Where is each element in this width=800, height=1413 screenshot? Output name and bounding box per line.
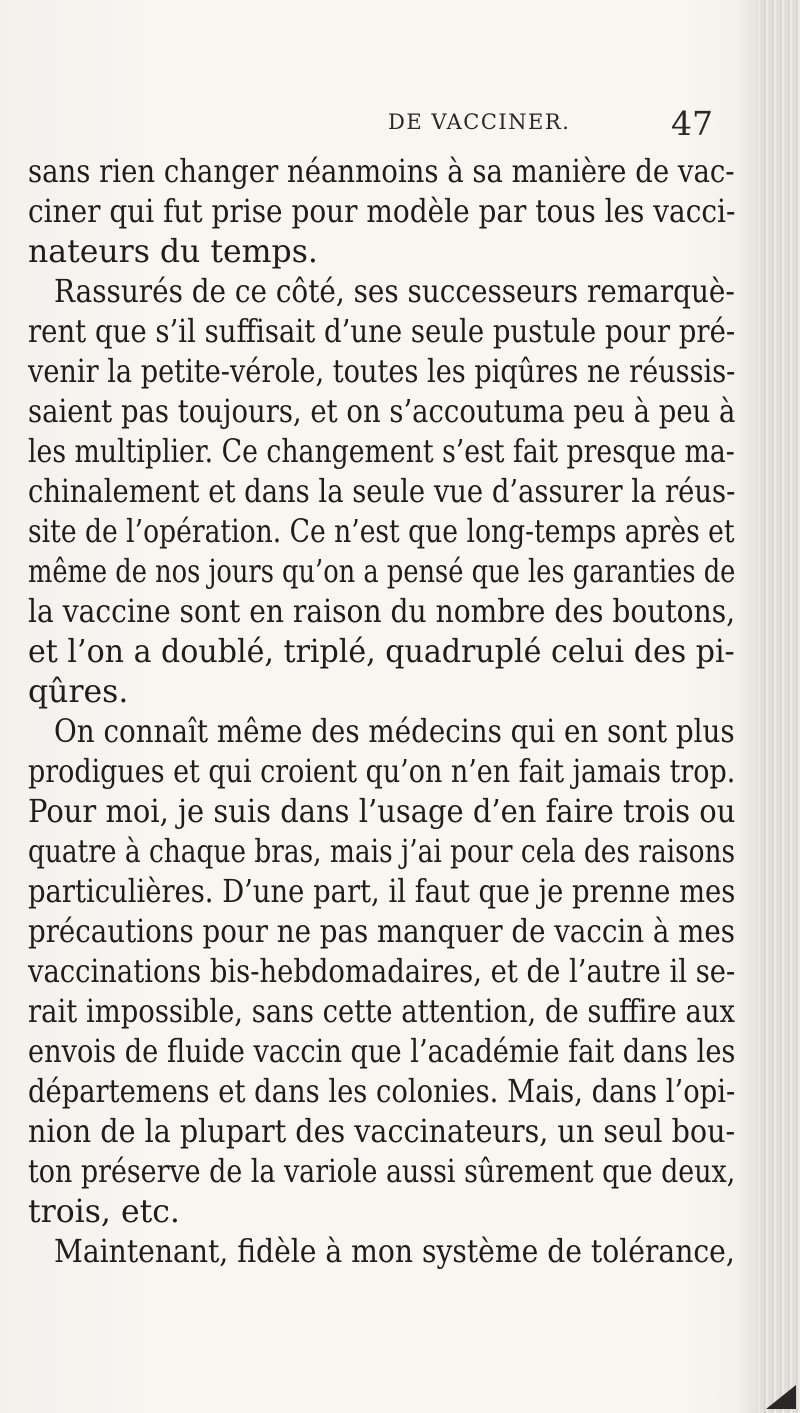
text-line: départemens et dans les colonies. Mais, dans l’opi- xyxy=(28,1074,736,1110)
text-line: nion de la plupart des vaccinateurs, un seul bou- xyxy=(28,1114,736,1150)
page-header xyxy=(0,104,720,150)
text-line: Maintenant, fidèle à mon système de tolérance, xyxy=(54,1234,735,1270)
book-spine-edge xyxy=(758,0,800,1413)
text-line: vaccinations bis-hebdomadaires, et de l’autre il se- xyxy=(28,954,736,990)
text-line: envois de fluide vaccin que l’académie fait dans les xyxy=(28,1034,736,1070)
text-line: et l’on a doublé, triplé, quadruplé celui des pi- xyxy=(28,634,735,670)
text-line: même de nos jours qu’on a pensé que les garanties de xyxy=(28,554,736,590)
text-line: Pour moi, je suis dans l’usage d’en faire trois ou xyxy=(28,794,736,830)
text-line: ciner qui fut prise pour modèle par tous les vacci- xyxy=(28,194,736,230)
text-line: venir la petite-vérole, toutes les piqûres ne réussis- xyxy=(28,354,736,390)
text-line: Rassurés de ce côté, ses successeurs remarquè- xyxy=(54,274,735,310)
text-line: saient pas toujours, et on s’accoutuma peu à peu à xyxy=(28,394,736,430)
text-line: quatre à chaque bras, mais j’ai pour cela des raisons xyxy=(28,834,736,870)
text-line: précautions pour ne pas manquer de vaccin à mes xyxy=(28,914,735,950)
text-line: chinalement et dans la seule vue d’assurer la réus- xyxy=(28,474,736,510)
text-line: ton préserve de la variole aussi sûrement que deux, xyxy=(28,1154,736,1190)
gutter-shadow xyxy=(738,0,758,1413)
text-line: site de l’opération. Ce n’est que long-temps après et xyxy=(28,514,735,550)
text-line: la vaccine sont en raison du nombre des boutons, xyxy=(28,594,736,630)
text-line: trois, etc. xyxy=(28,1194,180,1230)
running-head: DE VACCINER. xyxy=(388,110,571,134)
text-line: rent que s’il suffisait d’une seule pustule pour pré- xyxy=(28,314,736,350)
page-number: 47 xyxy=(671,104,713,143)
text-line: rait impossible, sans cette attention, de suffire aux xyxy=(28,994,735,1030)
text-line: particulières. D’une part, il faut que je prenne mes xyxy=(28,874,736,910)
text-line: prodigues et qui croient qu’on n’en fait jamais trop. xyxy=(28,754,736,790)
text-line: qûres. xyxy=(28,674,129,710)
text-line: sans rien changer néanmoins à sa manière de vac- xyxy=(28,154,735,190)
text-line: les multiplier. Ce changement s’est fait presque ma- xyxy=(28,434,735,470)
text-line: On connaît même des médecins qui en sont plus xyxy=(54,714,735,750)
text-line: nateurs du temps. xyxy=(28,234,318,270)
